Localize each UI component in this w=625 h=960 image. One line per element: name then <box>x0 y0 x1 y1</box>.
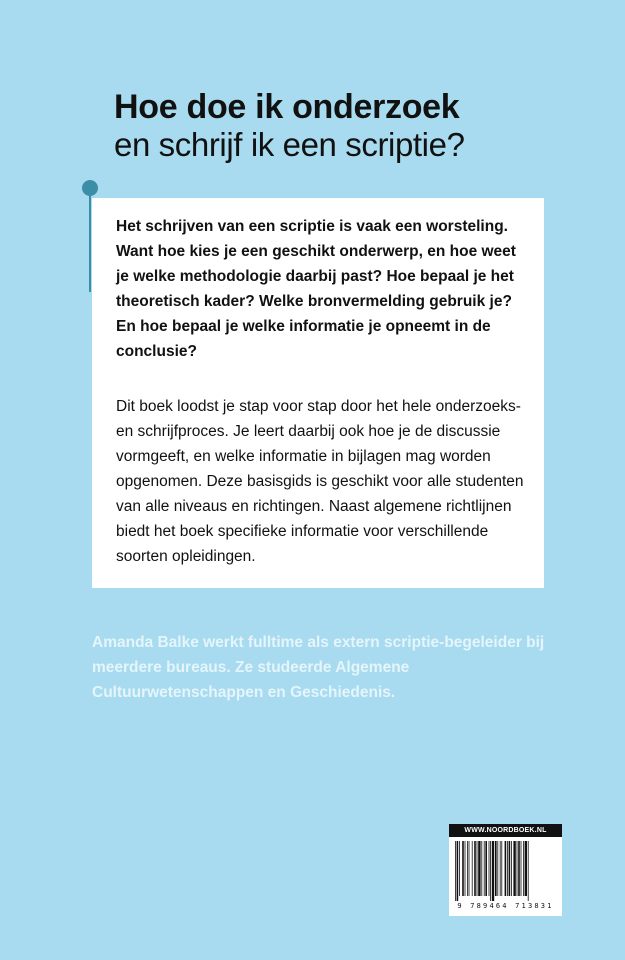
barcode-bar <box>469 841 470 896</box>
barcode-bar <box>455 841 456 901</box>
barcode-bar <box>497 841 498 896</box>
pin-line-decoration <box>89 188 91 292</box>
barcode-bar <box>478 841 480 896</box>
isbn-number: 9 789464 713831 <box>457 902 554 910</box>
barcode-bar <box>518 841 520 896</box>
barcode-bar <box>484 841 485 896</box>
barcode-bar <box>500 841 501 896</box>
book-title: Hoe doe ik onderzoek <box>114 88 460 126</box>
barcode-bar <box>513 841 515 896</box>
barcode-box <box>449 837 562 916</box>
barcode-bar <box>481 841 482 896</box>
barcode-bar <box>477 841 478 896</box>
barcode-bar <box>489 841 490 896</box>
barcode-bar <box>492 841 494 901</box>
barcode-bar <box>485 841 487 896</box>
barcode-bar <box>523 841 524 896</box>
barcode-bar <box>509 841 511 896</box>
barcode-bar <box>528 841 529 901</box>
barcode-bar <box>501 841 502 896</box>
barcode-bar <box>505 841 507 896</box>
barcode-bar <box>467 841 468 896</box>
blurb-intro: Het schrijven van een scriptie is vaak een worsteling. Want hoe kies je een geschikt onderwerp, en hoe weet je welke methodologie daarbij past? Hoe bepaal je het theoretisch kader? Welke bronvermelding gebruik je? En hoe bepaal je welke informatie je opneemt in de conclusie? <box>116 218 516 360</box>
book-subtitle: en schrijf ik een scriptie? <box>114 126 465 163</box>
pin-dot-icon <box>82 180 98 196</box>
barcode-bar <box>457 841 459 901</box>
barcode-bar <box>490 841 491 901</box>
publisher-url: WWW.NOORDBOEK.NL <box>449 824 562 837</box>
barcode-bar <box>465 841 466 896</box>
barcode-bar <box>459 841 460 896</box>
barcode-bar <box>472 841 473 896</box>
barcode-bar <box>462 841 464 896</box>
barcode-block <box>449 824 562 916</box>
barcode-bar <box>521 841 522 896</box>
blurb-card <box>92 198 544 588</box>
barcode-bar <box>517 841 518 896</box>
barcode-icon <box>453 841 558 901</box>
author-bio: Amanda Balke werkt fulltime als extern scriptie-begeleider bij meerdere bureaus. Ze studeerde Algemene Cultuurwetenschappen en Geschiedenis. <box>92 634 545 701</box>
barcode-bar <box>525 841 527 896</box>
barcode-bar <box>495 841 497 896</box>
barcode-bar <box>511 841 512 896</box>
barcode-bar <box>507 841 508 896</box>
title-block <box>114 88 594 164</box>
barcode-bar <box>474 841 476 896</box>
blurb-body: Dit boek loodst je stap voor stap door het hele onderzoeks- en schrijfproces. Je leert daarbij ook hoe je de discussie vormgeeft, en welke informatie in bijlagen mag worden opgenomen. Deze basisgids is geschikt voor alle studenten van alle niveaus en richtingen. Naast algemene richtlijnen biedt het boek specifieke informatie voor verschillende soorten opleidingen. <box>116 398 524 565</box>
